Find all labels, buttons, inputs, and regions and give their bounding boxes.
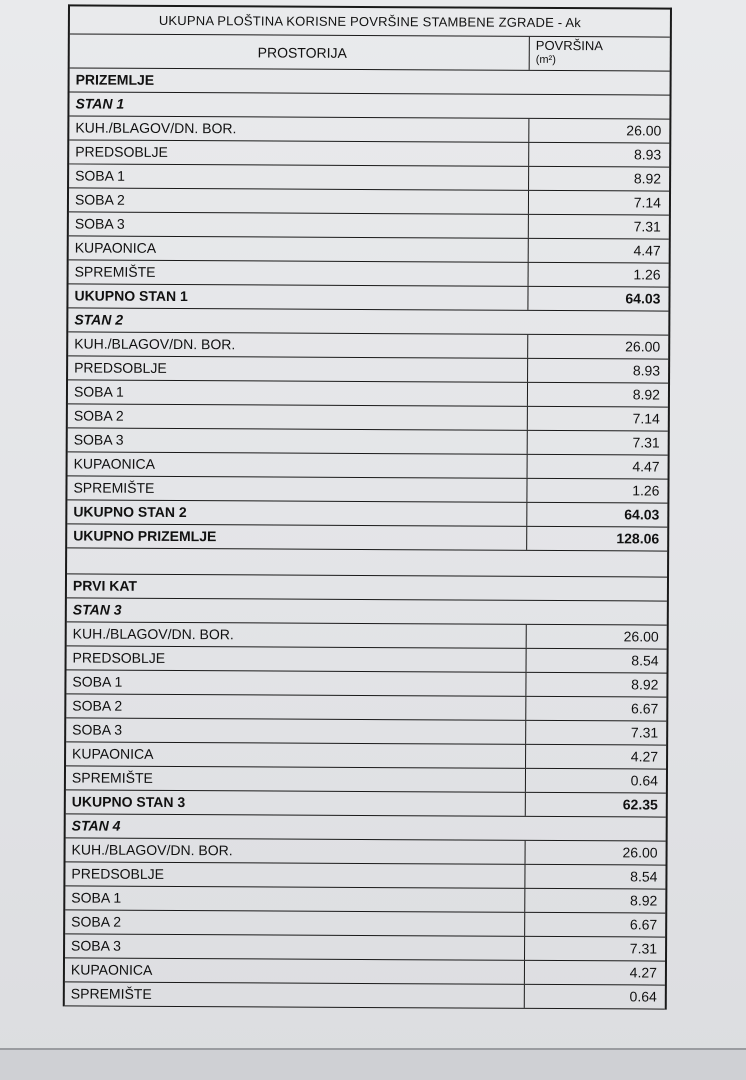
apartment-label: STAN 2 bbox=[74, 311, 124, 328]
room-area: 1.26 bbox=[526, 479, 667, 503]
table-row bbox=[69, 116, 669, 143]
section-row bbox=[67, 574, 667, 601]
room-area: 26.00 bbox=[527, 335, 668, 359]
table-row bbox=[66, 838, 666, 865]
room-name: SOBA 2 bbox=[72, 697, 123, 714]
room-name: SOBA 3 bbox=[73, 431, 124, 448]
room-name: SOBA 2 bbox=[73, 407, 124, 424]
room-area: 7.31 bbox=[527, 431, 668, 455]
room-name: KUPAONICA bbox=[70, 961, 153, 978]
page-bottom-edge bbox=[0, 1048, 746, 1080]
room-area: 7.14 bbox=[528, 191, 669, 215]
table-row bbox=[68, 428, 668, 455]
section-total-label: UKUPNO PRIZEMLJE bbox=[73, 527, 217, 545]
header-area-unit: (m²) bbox=[535, 53, 556, 66]
room-area: 0.64 bbox=[524, 985, 665, 1009]
total-value: 64.03 bbox=[526, 503, 667, 527]
spacer-row bbox=[67, 548, 667, 577]
room-name: SPREMIŠTE bbox=[70, 985, 152, 1002]
room-name: KUH./BLAGOV/DN. BOR. bbox=[74, 335, 236, 353]
table-row bbox=[65, 910, 665, 937]
room-name: SOBA 2 bbox=[74, 191, 125, 208]
section-label: PRVI KAT bbox=[72, 577, 138, 594]
apartment-total-row bbox=[66, 790, 666, 817]
room-name: PREDSOBLJE bbox=[71, 865, 165, 882]
section-total-value: 128.06 bbox=[526, 527, 667, 551]
table-row bbox=[66, 766, 666, 793]
room-area: 4.27 bbox=[525, 745, 666, 769]
table-row bbox=[66, 670, 666, 697]
spacer-cell bbox=[67, 548, 667, 576]
room-name: SPREMIŠTE bbox=[74, 263, 156, 280]
room-area: 8.92 bbox=[528, 167, 669, 191]
apartment-label: STAN 4 bbox=[71, 817, 121, 834]
room-area: 8.92 bbox=[527, 383, 668, 407]
room-area: 7.14 bbox=[527, 407, 668, 431]
table-row bbox=[68, 404, 668, 431]
table-row bbox=[69, 212, 669, 239]
room-name: PREDSOBLJE bbox=[72, 649, 166, 666]
table-header bbox=[70, 34, 670, 71]
room-area: 6.67 bbox=[525, 697, 666, 721]
room-name: KUPAONICA bbox=[72, 745, 154, 762]
table-row bbox=[67, 646, 667, 673]
room-area: 8.93 bbox=[528, 143, 669, 167]
room-name: PREDSOBLJE bbox=[75, 143, 168, 160]
room-name: SOBA 1 bbox=[71, 889, 122, 906]
table-row bbox=[69, 188, 669, 215]
table-row bbox=[65, 958, 665, 985]
room-area: 26.00 bbox=[525, 841, 666, 865]
room-name: KUH./BLAGOV/DN. BOR. bbox=[71, 841, 233, 859]
apartment-row bbox=[67, 598, 667, 625]
section-label: PRIZEMLJE bbox=[75, 71, 155, 88]
apartment-row bbox=[66, 814, 666, 841]
room-area: 8.54 bbox=[524, 865, 665, 889]
room-area: 8.92 bbox=[524, 889, 665, 913]
room-name: KUH./BLAGOV/DN. BOR. bbox=[72, 625, 234, 643]
table-row bbox=[69, 164, 669, 191]
table-row bbox=[68, 356, 668, 383]
room-area: 8.54 bbox=[526, 649, 667, 673]
table-row bbox=[68, 380, 668, 407]
total-label: UKUPNO STAN 1 bbox=[74, 287, 188, 305]
room-name: SPREMIŠTE bbox=[73, 479, 155, 496]
table-title-text: UKUPNA PLOŠTINA KORISNE POVRŠINE STAMBENE ZGRADE - Ak bbox=[158, 12, 582, 31]
table-row bbox=[67, 622, 667, 649]
room-area: 1.26 bbox=[528, 263, 669, 287]
room-area: 4.47 bbox=[528, 239, 669, 263]
table-title bbox=[70, 6, 670, 37]
apartment-total-row bbox=[67, 500, 667, 527]
room-area: 7.31 bbox=[525, 721, 666, 745]
room-area: 8.92 bbox=[525, 673, 666, 697]
total-value: 62.35 bbox=[525, 793, 666, 817]
apartment-total-row bbox=[68, 284, 668, 311]
header-area-label: POVRŠINA bbox=[535, 37, 604, 54]
table-row bbox=[69, 236, 669, 263]
table-row bbox=[65, 982, 665, 1009]
table-row bbox=[67, 476, 667, 503]
table-row bbox=[69, 140, 669, 167]
table-row bbox=[69, 260, 669, 287]
area-table bbox=[63, 4, 672, 1009]
table-row bbox=[65, 862, 665, 889]
table-row bbox=[68, 452, 668, 479]
room-name: SOBA 1 bbox=[73, 383, 124, 400]
room-name: SOBA 1 bbox=[72, 673, 123, 690]
room-area: 8.93 bbox=[527, 359, 668, 383]
apartment-label: STAN 1 bbox=[75, 95, 125, 112]
room-name: KUPAONICA bbox=[73, 455, 156, 472]
apartment-row bbox=[68, 308, 668, 335]
room-area: 4.47 bbox=[527, 455, 668, 479]
room-area: 7.31 bbox=[528, 215, 669, 239]
room-name: KUH./BLAGOV/DN. BOR. bbox=[75, 119, 237, 137]
room-name: SOBA 1 bbox=[75, 167, 125, 184]
room-area: 26.00 bbox=[528, 119, 669, 143]
room-name: KUPAONICA bbox=[74, 239, 157, 256]
table-row bbox=[65, 934, 665, 961]
total-label: UKUPNO STAN 2 bbox=[73, 503, 187, 521]
room-area: 7.31 bbox=[524, 937, 665, 961]
table-row bbox=[66, 718, 666, 745]
room-name: PREDSOBLJE bbox=[74, 359, 167, 376]
section-row bbox=[70, 68, 670, 95]
room-name: SOBA 3 bbox=[72, 721, 123, 738]
apartment-row bbox=[69, 92, 669, 119]
room-name: SPREMIŠTE bbox=[71, 769, 153, 786]
room-name: SOBA 3 bbox=[71, 937, 121, 954]
table-row bbox=[66, 694, 666, 721]
section-total-row bbox=[67, 524, 667, 551]
header-area bbox=[529, 37, 670, 71]
total-label: UKUPNO STAN 3 bbox=[71, 793, 186, 811]
room-area: 6.67 bbox=[524, 913, 665, 937]
room-area: 0.64 bbox=[525, 769, 666, 793]
room-area: 4.27 bbox=[524, 961, 665, 985]
room-area: 26.00 bbox=[526, 625, 667, 649]
apartment-label: STAN 3 bbox=[72, 601, 122, 618]
table-row bbox=[66, 742, 666, 769]
room-name: SOBA 3 bbox=[74, 215, 125, 232]
room-name: SOBA 2 bbox=[71, 913, 122, 930]
table-row bbox=[65, 886, 665, 913]
total-value: 64.03 bbox=[527, 287, 668, 311]
header-room: PROSTORIJA bbox=[257, 44, 347, 61]
table-row bbox=[68, 332, 668, 359]
